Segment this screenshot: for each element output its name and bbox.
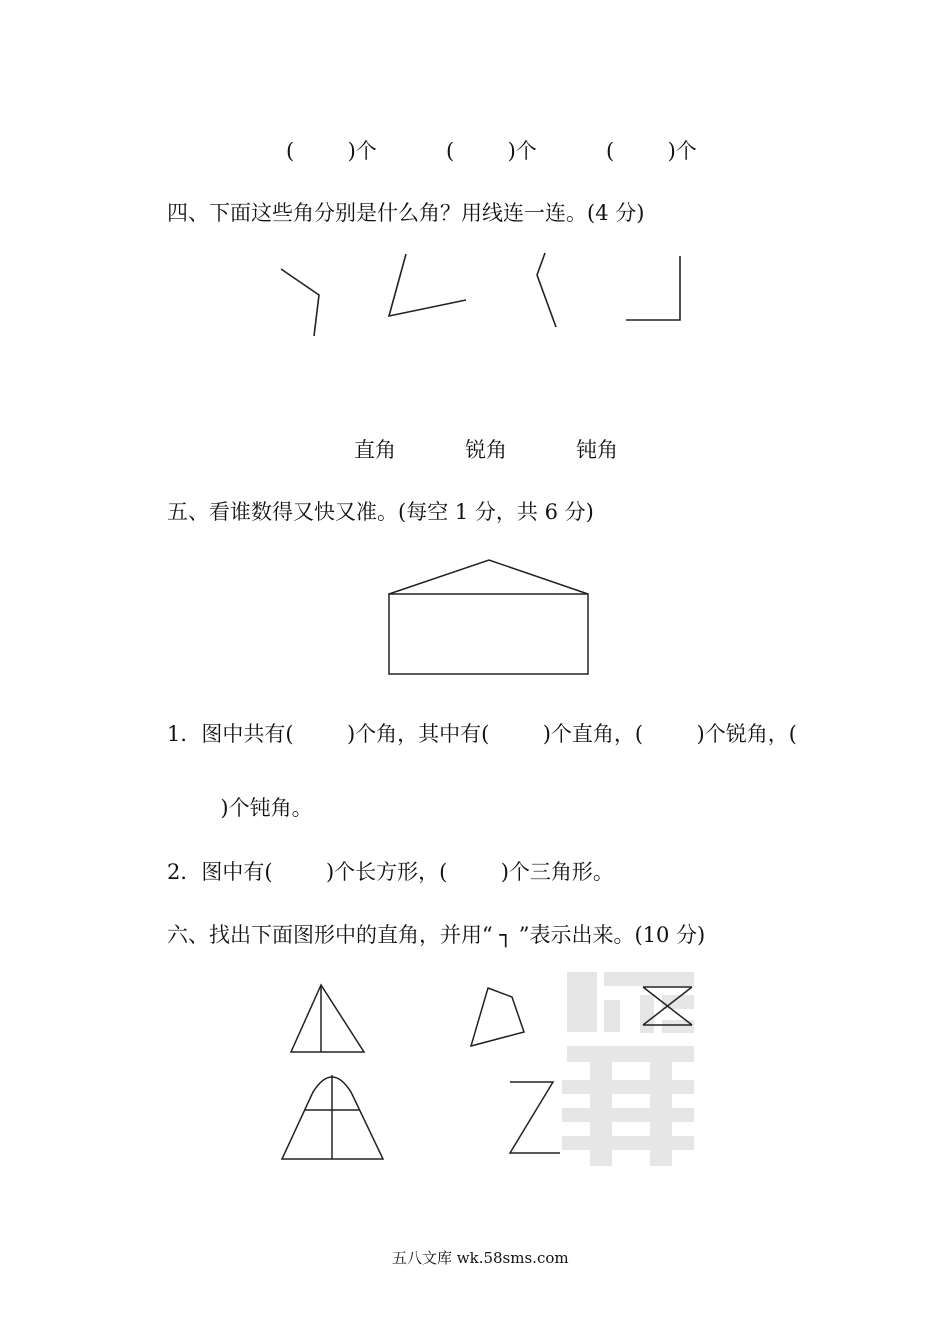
label-right-angle: 直角 <box>354 438 396 462</box>
section6-title: 六、找出下面图形中的直角，并用“ ┐ ”表示出来。(10 分) <box>167 923 706 947</box>
section4-title: 四、下面这些角分别是什么角？用线连一连。(4 分) <box>167 201 645 225</box>
z-shape <box>510 1082 560 1153</box>
question-2: 2．图中有( )个长方形，( )个三角形。 <box>167 860 614 884</box>
footer-source: 五八文库 wk.58sms.com <box>392 1249 569 1267</box>
label-acute-angle: 锐角 <box>465 438 507 462</box>
blank-count-2: ( )个 <box>446 139 537 163</box>
section5-title: 五、看谁数得又快又准。(每空 1 分，共 6 分) <box>167 500 594 524</box>
angle-right-shape <box>626 256 680 320</box>
triangle-shape <box>291 985 364 1052</box>
question-1-line1: 1．图中共有( )个角，其中有( )个直角，( )个锐角，( <box>167 722 797 746</box>
hourglass-diagonal-1 <box>643 987 692 1025</box>
quadrilateral-shape <box>471 988 524 1046</box>
angle-acute-shape <box>389 254 466 316</box>
label-obtuse-angle: 钝角 <box>576 438 618 462</box>
blank-count-3: ( )个 <box>606 139 697 163</box>
question-1-line2: )个钝角。 <box>167 796 313 820</box>
angle-acute-narrow-shape <box>537 253 556 327</box>
arch-shape <box>282 1077 383 1159</box>
house-roof <box>389 560 588 594</box>
house-rectangle <box>389 594 588 674</box>
blank-count-1: ( )个 <box>286 139 377 163</box>
hourglass-diagonal-2 <box>643 987 692 1025</box>
angle-obtuse-shape <box>281 269 319 336</box>
